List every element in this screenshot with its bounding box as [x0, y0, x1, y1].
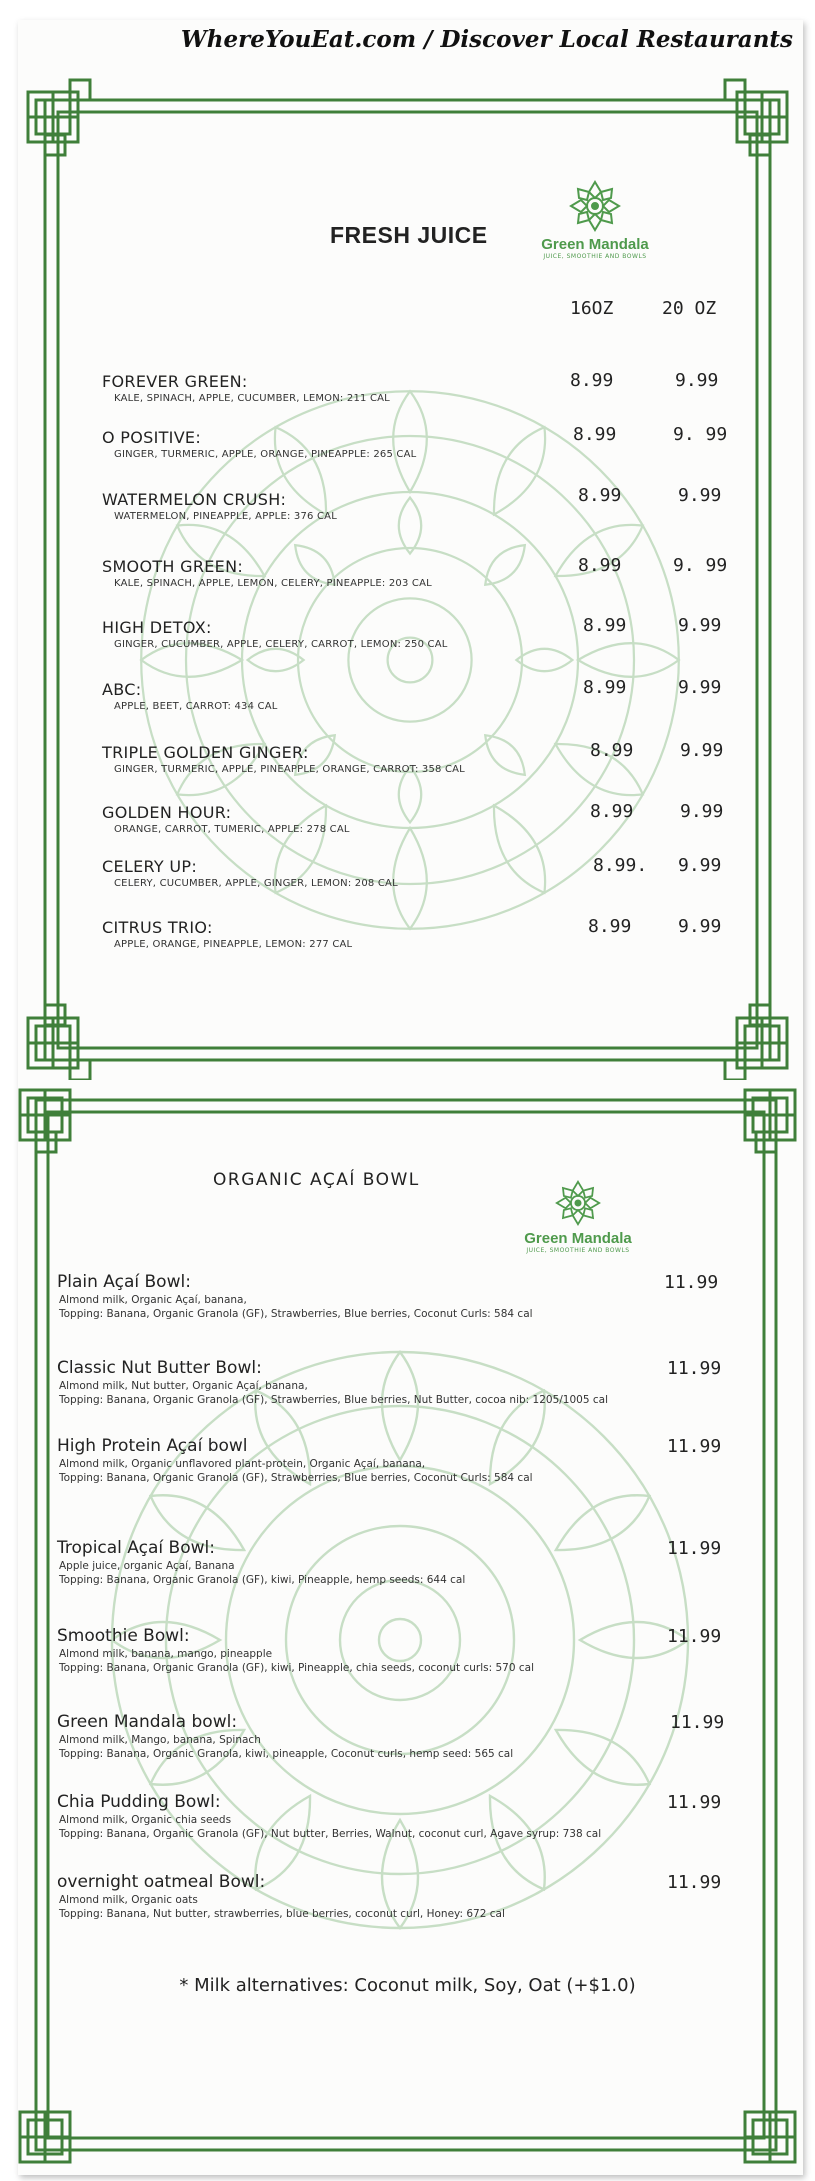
mandala-logo-icon	[553, 1180, 603, 1226]
bowl-item	[57, 1358, 608, 1406]
juice-ingredients: APPLE, BEET, CARROT: 434 CAL	[114, 701, 278, 712]
bowl-base: Almond milk, banana, mango, pineapple	[59, 1648, 273, 1660]
juice-name: SMOOTH GREEN:	[102, 557, 244, 576]
juice-ingredients: KALE, SPINACH, APPLE, CUCUMBER, LEMON: 211 CAL	[114, 393, 390, 404]
juice-ingredients: KALE, SPINACH, APPLE, LEMON, CELERY, PINEAPPLE: 203 CAL	[114, 578, 432, 589]
logo-name: Green Mandala	[541, 236, 649, 253]
price-16oz: 8.99	[590, 740, 634, 761]
bowl-topping: Topping: Banana, Organic Granola (GF), Strawberries, Blue berries, Nut Butter, cocoa nib: 1205/1005 cal	[59, 1394, 608, 1406]
milk-alternatives-note: * Milk alternatives: Coconut milk, Soy, Oat (+$1.0)	[179, 1975, 636, 1996]
logo-tagline: JUICE, SMOOTHIE AND BOWLS	[526, 1247, 630, 1254]
bowl-topping: Topping: Banana, Organic Granola (GF), Strawberries, Blue berries, Coconut Curls: 584 cal	[59, 1472, 533, 1484]
bowl-topping: Topping: Banana, Organic Granola (GF), kiwi, Pineapple, hemp seeds: 644 cal	[59, 1574, 466, 1586]
price-20oz: 9.99	[675, 370, 719, 391]
price-20oz: 9. 99	[673, 424, 728, 445]
bowl-price: 11.99	[667, 1792, 722, 1813]
juice-item	[102, 803, 350, 835]
bowl-name: Classic Nut Butter Bowl:	[57, 1358, 262, 1378]
price-16oz: 8.99	[583, 677, 627, 698]
bowl-base: Almond milk, Organic unflavored plant-protein, Organic Açaí, banana,	[59, 1458, 426, 1470]
bowl-topping: Topping: Banana, Organic Granola (GF), Strawberries, Blue berries, Coconut Curls: 584 cal	[59, 1308, 533, 1320]
juice-name: TRIPLE GOLDEN GINGER:	[102, 743, 309, 762]
juice-ingredients: GINGER, TURMERIC, APPLE, PINEAPPLE, ORANGE, CARROT: 358 CAL	[114, 764, 465, 775]
juice-item	[102, 557, 432, 589]
juice-ingredients: GINGER, TURMERIC, APPLE, ORANGE, PINEAPPLE: 265 CAL	[114, 449, 417, 460]
bowl-price: 11.99	[667, 1872, 722, 1893]
bowl-base: Almond milk, Organic chia seeds	[59, 1814, 232, 1826]
bowl-item	[57, 1712, 513, 1760]
price-16oz: 8.99	[573, 424, 617, 445]
price-20oz: 9.99	[680, 801, 724, 822]
size-16oz-header: 16OZ	[570, 298, 614, 319]
juice-ingredients: GINGER, CUCUMBER, APPLE, CELERY, CARROT, LEMON: 250 CAL	[114, 639, 448, 650]
bowl-item	[57, 1872, 505, 1920]
bowl-base: Apple juice, organic Açaí, Banana	[59, 1560, 235, 1572]
price-16oz: 8.99	[578, 555, 622, 576]
bowl-price: 11.99	[667, 1538, 722, 1559]
bowl-price: 11.99	[667, 1626, 722, 1647]
price-16oz: 8.99	[583, 615, 627, 636]
bowl-topping: Topping: Banana, Nut butter, strawberries, blue berries, coconut curl, Honey: 672 cal	[59, 1908, 505, 1920]
juice-ingredients: ORANGE, CARROT, TUMERIC, APPLE: 278 CAL	[114, 824, 350, 835]
bowl-item	[57, 1538, 465, 1586]
bowl-price: 11.99	[667, 1436, 722, 1457]
logo-name: Green Mandala	[524, 1230, 632, 1247]
bowl-topping: Topping: Banana, Organic Granola, kiwi, pineapple, Coconut curls, hemp seed: 565 cal	[59, 1748, 514, 1760]
juice-item	[102, 490, 337, 522]
juice-name: CITRUS TRIO:	[102, 918, 213, 937]
bowl-item	[57, 1272, 533, 1320]
price-16oz: 8.99.	[593, 855, 648, 876]
logo-tagline: JUICE, SMOOTHIE AND BOWLS	[543, 253, 647, 260]
mandala-logo-icon	[567, 180, 623, 232]
bowl-name: overnight oatmeal Bowl:	[57, 1872, 266, 1892]
price-20oz: 9.99	[678, 855, 722, 876]
juice-ingredients: WATERMELON, PINEAPPLE, APPLE: 376 CAL	[114, 511, 337, 522]
juice-name: HIGH DETOX:	[102, 618, 212, 637]
bowl-name: High Protein Açaí bowl	[57, 1436, 248, 1456]
bowl-item	[57, 1792, 601, 1840]
brand-logo	[535, 180, 655, 260]
bowl-item	[57, 1626, 534, 1674]
juice-ingredients: CELERY, CUCUMBER, APPLE, GINGER, LEMON: 208 CAL	[114, 878, 398, 889]
bowl-item	[57, 1436, 533, 1484]
bowl-name: Smoothie Bowl:	[57, 1626, 190, 1646]
juice-item	[102, 857, 398, 889]
juice-item	[102, 743, 465, 775]
bowl-base: Almond milk, Nut butter, Organic Açaí, banana,	[59, 1380, 308, 1392]
juice-name: GOLDEN HOUR:	[102, 803, 232, 822]
price-16oz: 8.99	[588, 916, 632, 937]
juice-item	[102, 618, 448, 650]
price-16oz: 8.99	[590, 801, 634, 822]
juice-item	[102, 428, 416, 460]
bowl-base: Almond milk, Organic oats	[59, 1894, 198, 1906]
brand-logo	[518, 1180, 638, 1254]
bowl-price: 11.99	[670, 1712, 725, 1733]
price-20oz: 9.99	[680, 740, 724, 761]
juice-panel	[0, 0, 815, 1080]
price-20oz: 9.99	[678, 615, 722, 636]
juice-item	[102, 680, 278, 712]
bowl-base: Almond milk, Organic Açaí, banana,	[59, 1294, 247, 1306]
juice-item	[102, 918, 352, 950]
bowl-price: 11.99	[667, 1358, 722, 1379]
price-20oz: 9. 99	[673, 555, 728, 576]
price-20oz: 9.99	[678, 677, 722, 698]
bowl-price: 11.99	[664, 1272, 719, 1293]
juice-name: CELERY UP:	[102, 857, 198, 876]
juice-item	[102, 372, 390, 404]
juice-name: FOREVER GREEN:	[102, 372, 248, 391]
juice-name: O POSITIVE:	[102, 428, 202, 447]
bowl-name: Plain Açaí Bowl:	[57, 1272, 191, 1292]
size-20oz-header: 20 OZ	[662, 298, 717, 319]
juice-name: WATERMELON CRUSH:	[102, 490, 287, 509]
bowl-name: Chia Pudding Bowl:	[57, 1792, 221, 1812]
bowl-section-title: ORGANIC AÇAÍ BOWL	[213, 1170, 420, 1190]
bowl-topping: Topping: Banana, Organic Granola (GF), Nut butter, Berries, Walnut, coconut curl, Agave syrup: 738 cal	[59, 1828, 602, 1840]
juice-ingredients: APPLE, ORANGE, PINEAPPLE, LEMON: 277 CAL	[114, 939, 353, 950]
price-16oz: 8.99	[570, 370, 614, 391]
bowl-name: Tropical Açaí Bowl:	[57, 1538, 215, 1558]
juice-section-title: FRESH JUICE	[330, 222, 488, 248]
bowl-base: Almond milk, Mango, banana, Spinach	[59, 1734, 261, 1746]
bowl-topping: Topping: Banana, Organic Granola (GF), kiwi, Pineapple, chia seeds, coconut curls: 570 cal	[59, 1662, 534, 1674]
price-20oz: 9.99	[678, 485, 722, 506]
site-header-title: WhereYouEat.com / Discover Local Restaurants	[180, 26, 793, 53]
price-16oz: 8.99	[578, 485, 622, 506]
price-20oz: 9.99	[678, 916, 722, 937]
bowl-name: Green Mandala bowl:	[57, 1712, 238, 1732]
juice-name: ABC:	[102, 680, 142, 699]
